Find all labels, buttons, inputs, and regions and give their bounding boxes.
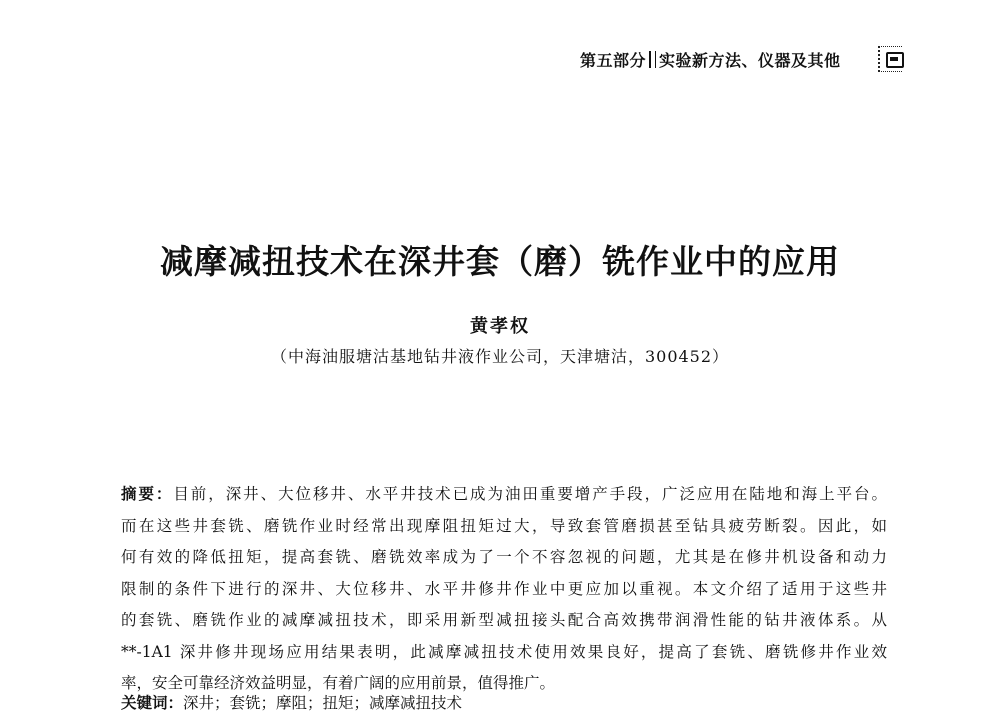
header-separator bbox=[649, 51, 656, 68]
keywords bbox=[121, 691, 462, 713]
abstract-line: 限制的条件下进行的深井、大位移井、水平井修井作业中更应加以重视。本文介绍了适用于这些井 bbox=[121, 579, 887, 598]
abstract-line: **-1A1 深井修井现场应用结果表明，此减摩减扭技术使用效果良好，提高了套铣、磨铣修井作业效 bbox=[121, 642, 887, 661]
author-name: 黄孝权 bbox=[470, 316, 530, 337]
section-label: 实验新方法、仪器及其他 bbox=[659, 51, 841, 70]
abstract-line: 而在这些井套铣、磨铣作业时经常出现摩阻扭矩过大，导致套管磨损甚至钻具疲劳断裂。因此，如 bbox=[121, 516, 887, 535]
abstract bbox=[121, 478, 887, 700]
paper-title: 减摩减扭技术在深井套（磨）铣作业中的应用 bbox=[160, 242, 840, 281]
abstract-line: 率，安全可靠经济效益明显，有着广阔的应用前景，值得推广。 bbox=[121, 674, 556, 692]
abstract-line-text: 目前，深井、大位移井、水平井技术已成为油田重要增产手段，广泛应用在陆地和海上平台。 bbox=[173, 485, 887, 503]
keywords-text: 深井；套铣；摩阻；扭矩；减摩减扭技术 bbox=[183, 694, 463, 712]
abstract-line: 的套铣、磨铣作业的减摩减扭技术，即采用新型减扭接头配合高效携带润滑性能的钻井液体系。从 bbox=[121, 611, 887, 629]
page-mark-ink bbox=[886, 52, 904, 68]
abstract-label: 摘要： bbox=[121, 484, 174, 503]
page-mark-icon bbox=[878, 46, 902, 72]
author-affiliation: （中海油服塘沽基地钻井液作业公司，天津塘沽，300452） bbox=[270, 347, 730, 366]
keywords-label: 关键词： bbox=[121, 693, 184, 712]
part-label: 第五部分 bbox=[580, 51, 647, 70]
abstract-line: 何有效的降低扭矩，提高套铣、磨铣效率成为了一个不容忽视的问题，尤其是在修井机设备和动力 bbox=[121, 548, 887, 566]
abstract-line bbox=[121, 478, 887, 511]
running-header bbox=[580, 48, 841, 71]
